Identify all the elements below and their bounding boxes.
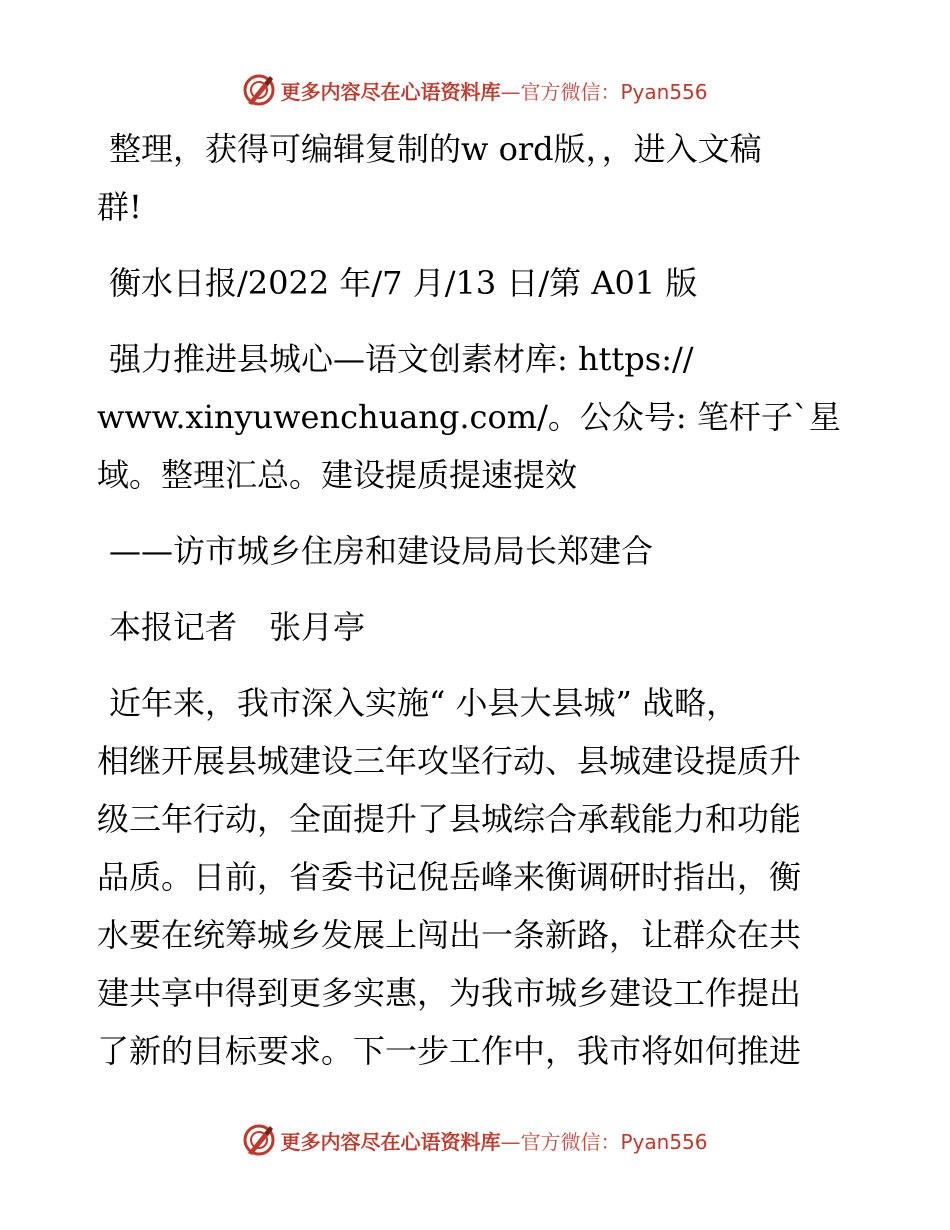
header-watermark-banner — [0, 70, 950, 110]
paragraph-line: 品质。日前，省委书记倪岳峰来衡调研时指出，衡 — [97, 858, 802, 896]
banner-dash: — — [500, 79, 521, 104]
pen-logo-icon — [242, 73, 276, 107]
source-line: 衡水日报/2022 年/7 月/13 日/第 A01 版 — [109, 264, 698, 302]
paragraph-line: 整理，获得可编辑复制的w ord版，，进入文稿 — [109, 130, 762, 168]
paragraph-line: 群! — [97, 188, 142, 226]
pen-logo-icon — [242, 1123, 276, 1157]
paragraph-line: 级三年行动，全面提升了县城综合承载能力和功能 — [97, 800, 802, 838]
byline: 本报记者 张月亭 — [109, 608, 366, 646]
document-body — [97, 120, 857, 1080]
banner-text — [280, 76, 707, 105]
banner-text — [280, 1126, 707, 1155]
paragraph-line: 相继开展县城建设三年攻坚行动、县城建设提质升 — [97, 742, 802, 780]
banner-wechat-id: Pyan556 — [620, 1129, 708, 1154]
headline-line: 域。整理汇总。建设提质提速提效 — [97, 456, 578, 494]
banner-dash: — — [500, 1129, 521, 1154]
headline-line: www.xinyuwenchuang.com/。公众号: 笔杆子`星 — [97, 398, 841, 436]
banner-lead: 更多内容尽在心语资料库 — [280, 1129, 501, 1154]
headline-line: 强力推进县城心—语文创素材库: https:// — [109, 340, 694, 378]
footer-watermark-banner — [0, 1120, 950, 1160]
paragraph-line: 水要在统筹城乡发展上闯出一条新路，让群众在共 — [97, 916, 802, 954]
banner-wechat-id: Pyan556 — [620, 79, 708, 104]
banner-lead: 更多内容尽在心语资料库 — [280, 79, 501, 104]
banner-official: 官方微信： — [520, 1129, 621, 1154]
banner-official: 官方微信： — [520, 79, 621, 104]
paragraph-line: 近年来，我市深入实施“ 小县大县城” 战略， — [109, 684, 739, 722]
subheadline-line: ——访市城乡住房和建设局局长郑建合 — [109, 532, 654, 570]
paragraph-line: 了新的目标要求。下一步工作中，我市将如何推进 — [97, 1032, 802, 1070]
paragraph-line: 建共享中得到更多实惠，为我市城乡建设工作提出 — [97, 974, 802, 1012]
